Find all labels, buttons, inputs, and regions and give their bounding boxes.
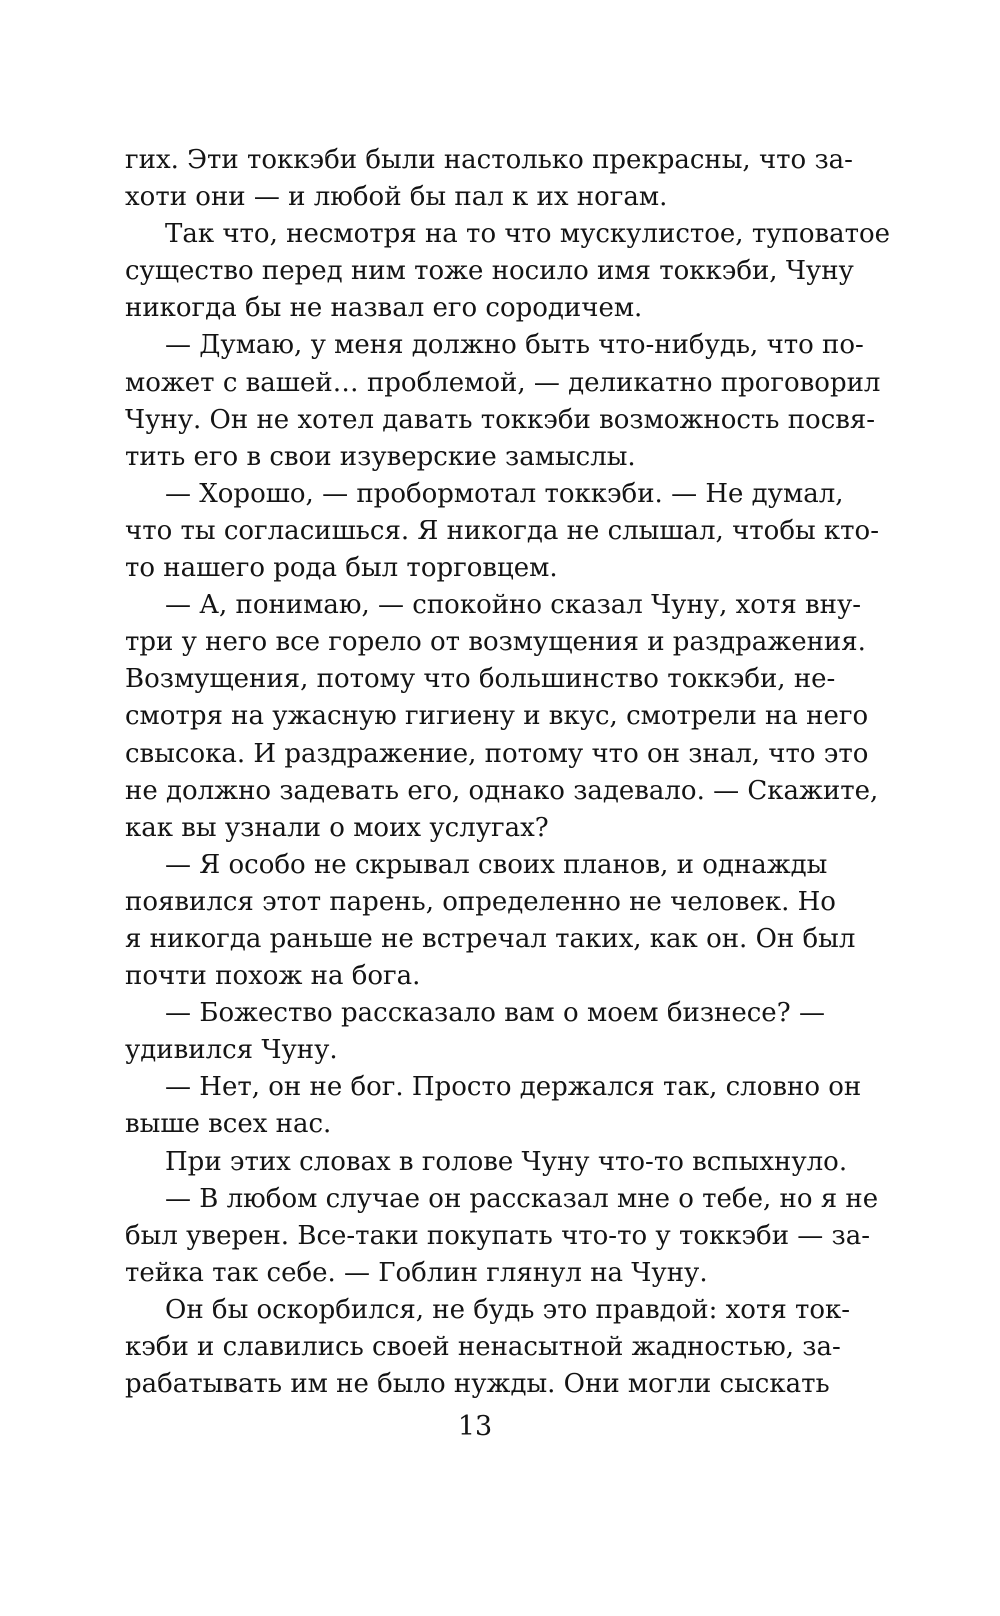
text-line: свысока. И раздражение, потому что он знал, что это [125,738,869,769]
text-line: хоти они — и любой бы пал к их ногам. [125,182,668,213]
text-line: — В любом случае он рассказал мне о тебе, но я не [165,1183,879,1214]
text-line: я никогда раньше не встречал таких, как он. Он был [125,923,856,954]
text-line: При этих словах в голове Чуну что-то вспыхнуло. [165,1146,848,1177]
text-line: — Я особо не скрывал своих планов, и однажды [165,849,828,880]
body-text [125,142,891,1403]
text-line: — Нет, он не бог. Просто держался так, словно он [165,1072,862,1103]
text-line: Он бы оскорбился, не будь это правдой: хотя ток- [165,1294,851,1325]
text-line: то нашего рода был торговцем. [125,553,558,584]
text-line: тейка так себе. — Гоблин глянул на Чуну. [125,1257,708,1288]
text-line: гих. Эти токкэби были настолько прекрасны, что за- [125,145,853,175]
text-line: существо перед ним тоже носило имя токкэби, Чуну [125,256,854,287]
text-line: выше всех нас. [125,1109,332,1140]
text-line: рабатывать им не было нужды. Они могли сыскать [125,1369,830,1400]
text-line: Возмущения, потому что большинство токкэби, не- [125,664,836,695]
text-line: кэби и славились своей ненасытной жадностью, за- [125,1332,841,1362]
text-line: удивился Чуну. [125,1035,338,1066]
text-line: Чуну. Он не хотел давать токкэби возможность посвя- [125,404,876,435]
text-line: — Думаю, у меня должно быть что-нибудь, что по- [165,330,864,361]
text-line: — Хорошо, — пробормотал токкэби. — Не думал, [165,478,844,509]
text-line: никогда бы не назвал его сородичем. [125,293,643,324]
text-line: не должно задевать его, однако задевало. — Скажите, [125,775,879,806]
text-line: может с вашей… проблемой, — деликатно проговорил [125,367,881,398]
text-line: что ты согласишься. Я никогда не слышал, чтобы кто- [125,515,879,546]
text-line: появился этот парень, определенно не человек. Но [125,886,836,917]
text-line: был уверен. Все-таки покупать что-то у токкэби — за- [125,1220,871,1251]
text-line: тить его в свои изуверские замыслы. [125,441,636,472]
text-line: смотря на ужасную гигиену и вкус, смотрели на него [125,701,869,732]
text-line: — Божество рассказало вам о моем бизнесе? — [165,998,825,1029]
text-line: — А, понимаю, — спокойно сказал Чуну, хотя вну- [165,590,862,621]
text-line: Так что, несмотря на то что мускулистое, туповатое [165,219,891,250]
text-line: как вы узнали о моих услугах? [125,812,549,843]
page-number: 13 [457,1411,493,1442]
text-line: три у него все горело от возмущения и раздражения. [125,627,866,658]
text-line: почти похож на бога. [125,961,421,992]
